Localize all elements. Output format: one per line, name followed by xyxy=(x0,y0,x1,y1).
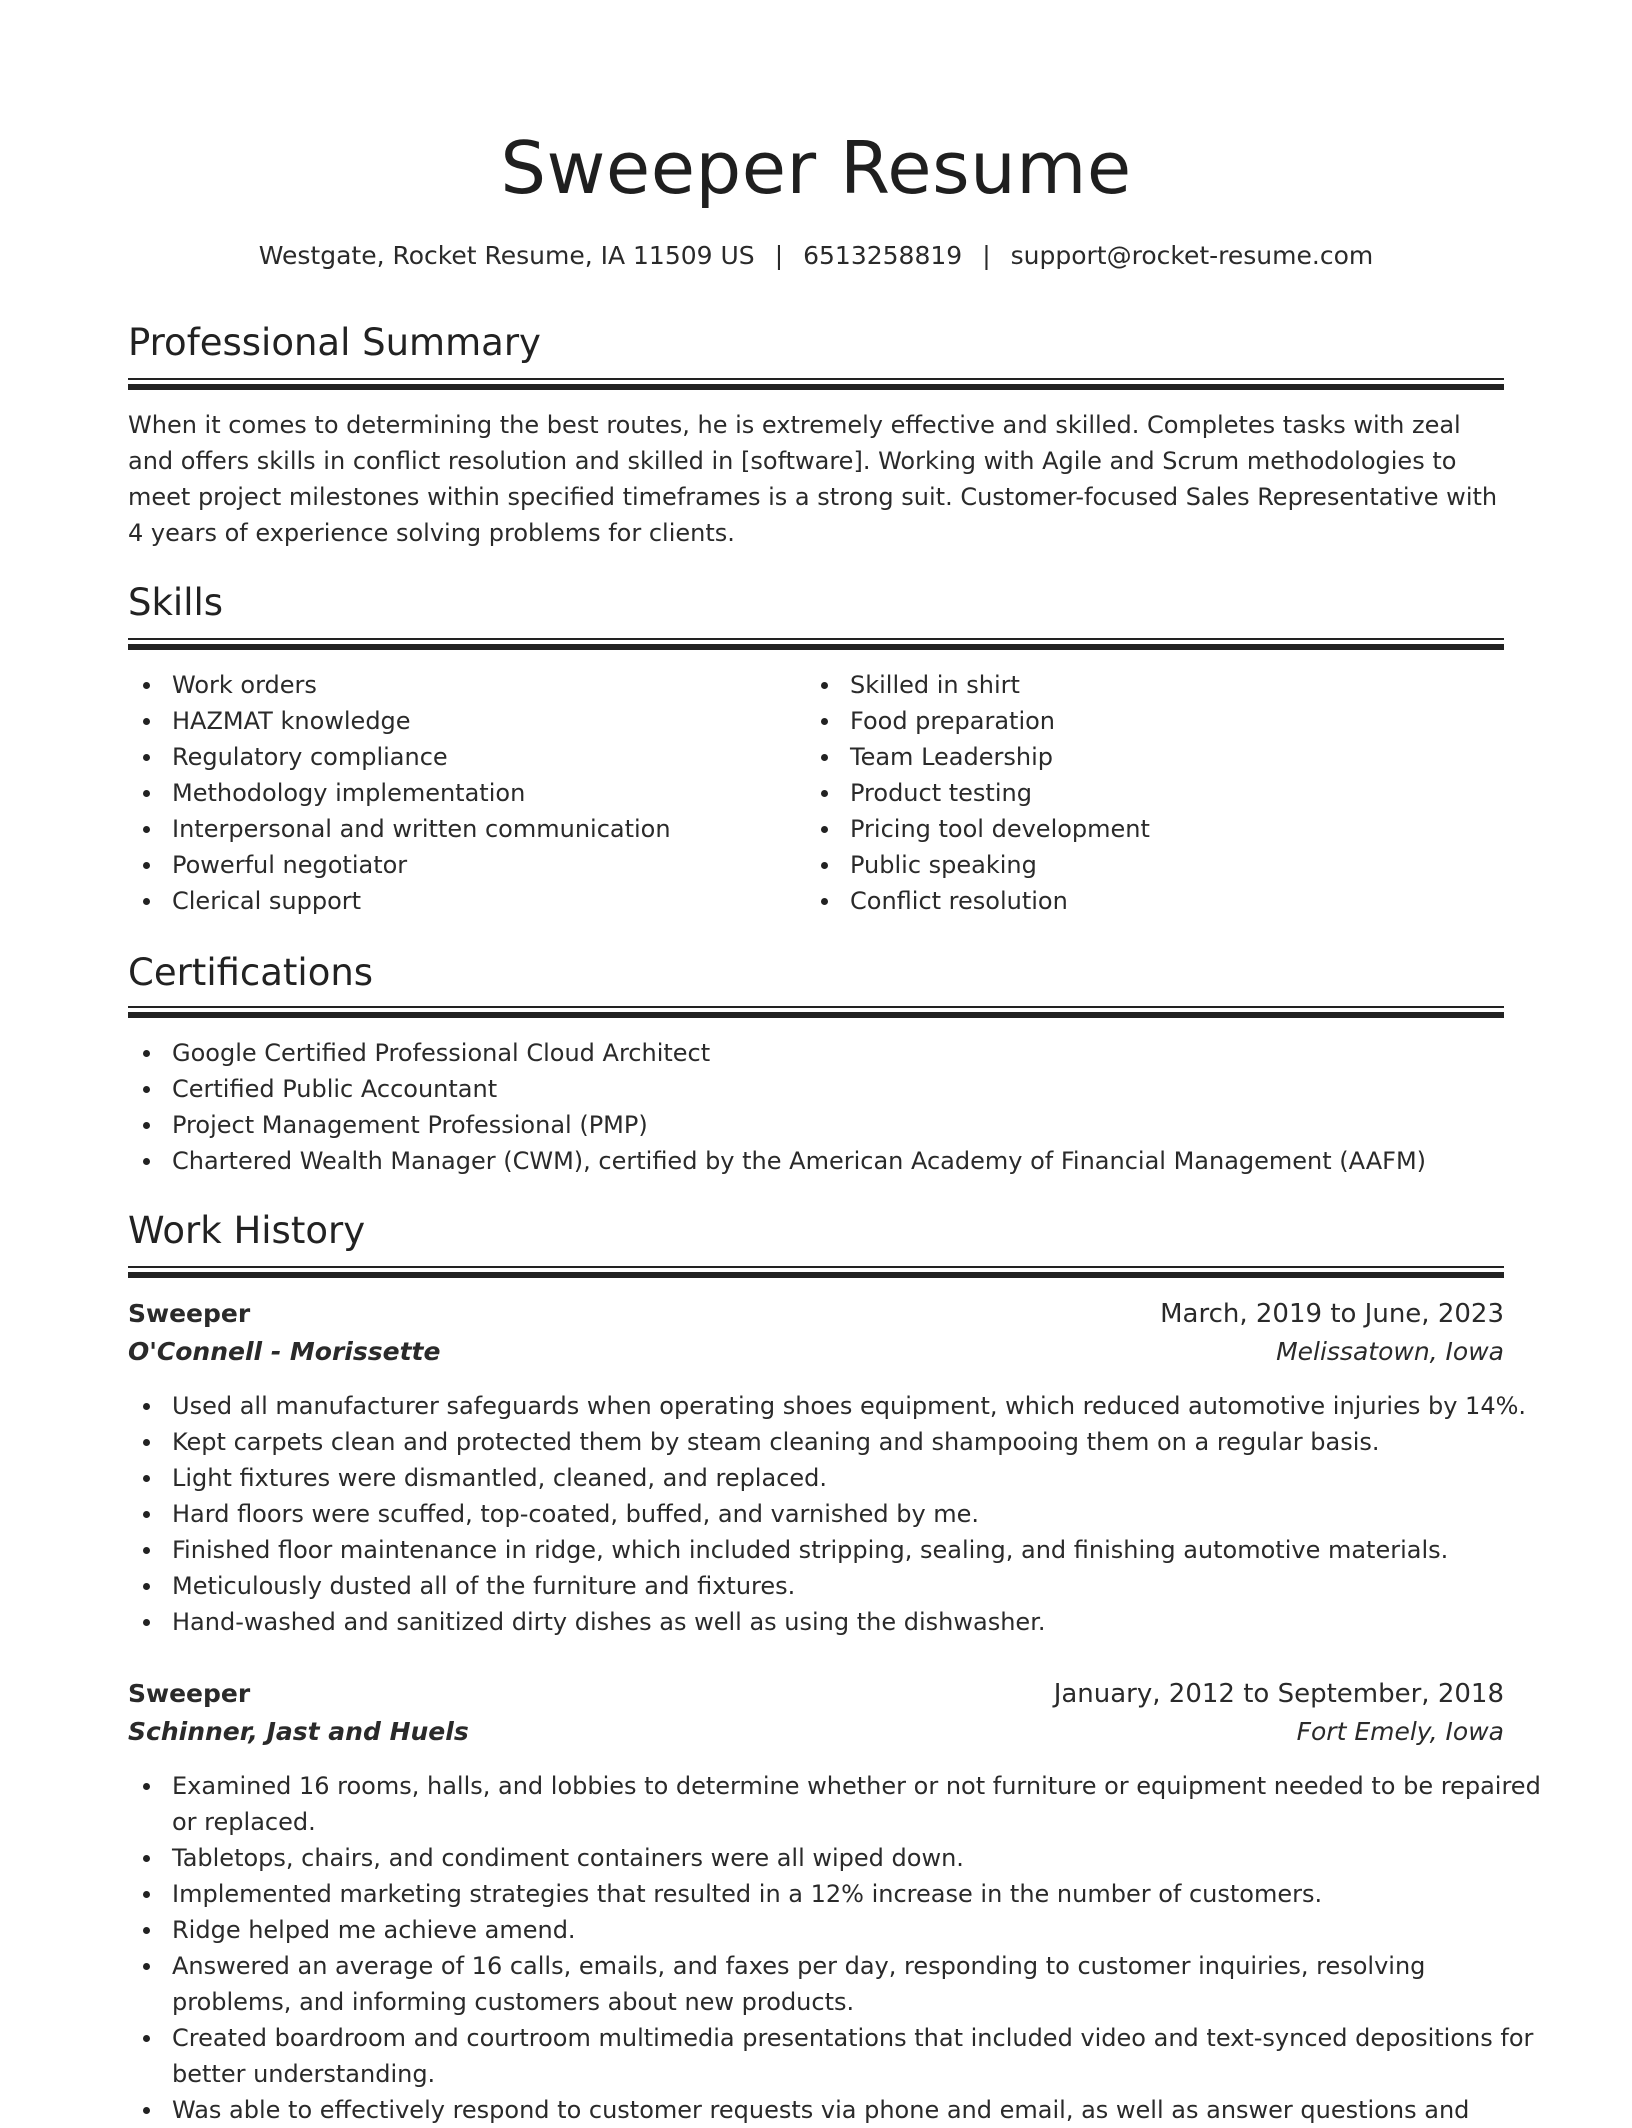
list-item: Google Certified Professional Cloud Architect xyxy=(172,1035,1548,1071)
list-item: Clerical support xyxy=(172,883,802,919)
job-dates: March, 2019 to June, 2023 xyxy=(1160,1299,1504,1329)
section-title-certifications: Certifications xyxy=(128,951,374,994)
job-title: Sweeper xyxy=(128,1299,251,1328)
job-bullets xyxy=(128,1388,1548,1640)
job-company: O'Connell - Morissette xyxy=(128,1337,441,1366)
list-item: Implemented marketing strategies that resulted in a 12% increase in the number of customers. xyxy=(172,1876,1548,1912)
section-divider xyxy=(128,1006,1504,1018)
job-title: Sweeper xyxy=(128,1679,251,1708)
job-company: Schinner, Jast and Huels xyxy=(128,1717,469,1746)
list-item: Finished floor maintenance in ridge, which included stripping, sealing, and finishing automotive materials. xyxy=(172,1532,1548,1568)
list-item: Chartered Wealth Manager (CWM), certified by the American Academy of Financial Management (AAFM) xyxy=(172,1143,1548,1179)
contact-phone: 6513258819 xyxy=(803,241,963,270)
list-item: Meticulously dusted all of the furniture and fixtures. xyxy=(172,1568,1548,1604)
section-divider xyxy=(128,1266,1504,1278)
list-item: Regulatory compliance xyxy=(172,739,802,775)
summary-text: When it comes to determining the best routes, he is extremely effective and skilled. Completes tasks with zeal and offers skills in conflict resolution and skilled in [software]. Working with Agile and Scrum methodologies to meet project milestones within specified timeframes is a strong suit. Customer-focused Sales Representative with 4 years of experience solving problems for clients. xyxy=(128,411,1498,547)
section-title-skills: Skills xyxy=(128,581,224,624)
contact-separator: | xyxy=(982,241,991,270)
skills-list-right xyxy=(806,667,1490,919)
list-item: Examined 16 rooms, halls, and lobbies to determine whether or not furniture or equipment needed to be repaired or replaced. xyxy=(172,1768,1548,1840)
list-item: Hard floors were scuffed, top-coated, buffed, and varnished by me. xyxy=(172,1496,1548,1532)
contact-address: Westgate, Rocket Resume, IA 11509 US xyxy=(258,241,755,270)
list-item: Public speaking xyxy=(850,847,1490,883)
list-item: Food preparation xyxy=(850,703,1490,739)
job-location: Melissatown, Iowa xyxy=(1276,1337,1504,1366)
list-item: Product testing xyxy=(850,775,1490,811)
contact-separator: | xyxy=(774,241,784,270)
list-item: Used all manufacturer safeguards when operating shoes equipment, which reduced automotive injuries by 14%. xyxy=(172,1388,1548,1424)
certifications-list xyxy=(128,1035,1548,1179)
list-item: Powerful negotiator xyxy=(172,847,802,883)
list-item: Methodology implementation xyxy=(172,775,802,811)
section-title-summary: Professional Summary xyxy=(128,321,541,364)
section-divider xyxy=(128,638,1504,650)
list-item: Light fixtures were dismantled, cleaned, and replaced. xyxy=(172,1460,1548,1496)
list-item: Project Management Professional (PMP) xyxy=(172,1107,1548,1143)
job-dates: January, 2012 to September, 2018 xyxy=(1053,1679,1504,1709)
list-item: Answered an average of 16 calls, emails, and faxes per day, responding to customer inquiries, resolving problems, and informing customers about new products. xyxy=(172,1948,1548,2020)
job-location: Fort Emely, Iowa xyxy=(1296,1717,1504,1746)
list-item: Team Leadership xyxy=(850,739,1490,775)
resume-title: Sweeper Resume xyxy=(500,126,1132,210)
list-item: Work orders xyxy=(172,667,802,703)
list-item: Skilled in shirt xyxy=(850,667,1490,703)
skills-list-left xyxy=(128,667,802,919)
list-item: Conflict resolution xyxy=(850,883,1490,919)
contact-line xyxy=(128,238,1504,274)
job-bullets xyxy=(128,1768,1548,2128)
list-item: Interpersonal and written communication xyxy=(172,811,802,847)
list-item: Hand-washed and sanitized dirty dishes as well as using the dishwasher. xyxy=(172,1604,1548,1640)
list-item: Created boardroom and courtroom multimedia presentations that included video and text-synced depositions for better understanding. xyxy=(172,2020,1548,2092)
list-item: Tabletops, chairs, and condiment containers were all wiped down. xyxy=(172,1840,1548,1876)
list-item: Was able to effectively respond to customer requests via phone and email, as well as answer questions and xyxy=(172,2092,1548,2128)
list-item: Pricing tool development xyxy=(850,811,1490,847)
section-title-work-history: Work History xyxy=(128,1209,366,1252)
contact-email: support@rocket-resume.com xyxy=(1010,241,1374,270)
list-item: HAZMAT knowledge xyxy=(172,703,802,739)
list-item: Kept carpets clean and protected them by steam cleaning and shampooing them on a regular basis. xyxy=(172,1424,1548,1460)
list-item: Certified Public Accountant xyxy=(172,1071,1548,1107)
list-item: Ridge helped me achieve amend. xyxy=(172,1912,1548,1948)
section-divider xyxy=(128,378,1504,390)
